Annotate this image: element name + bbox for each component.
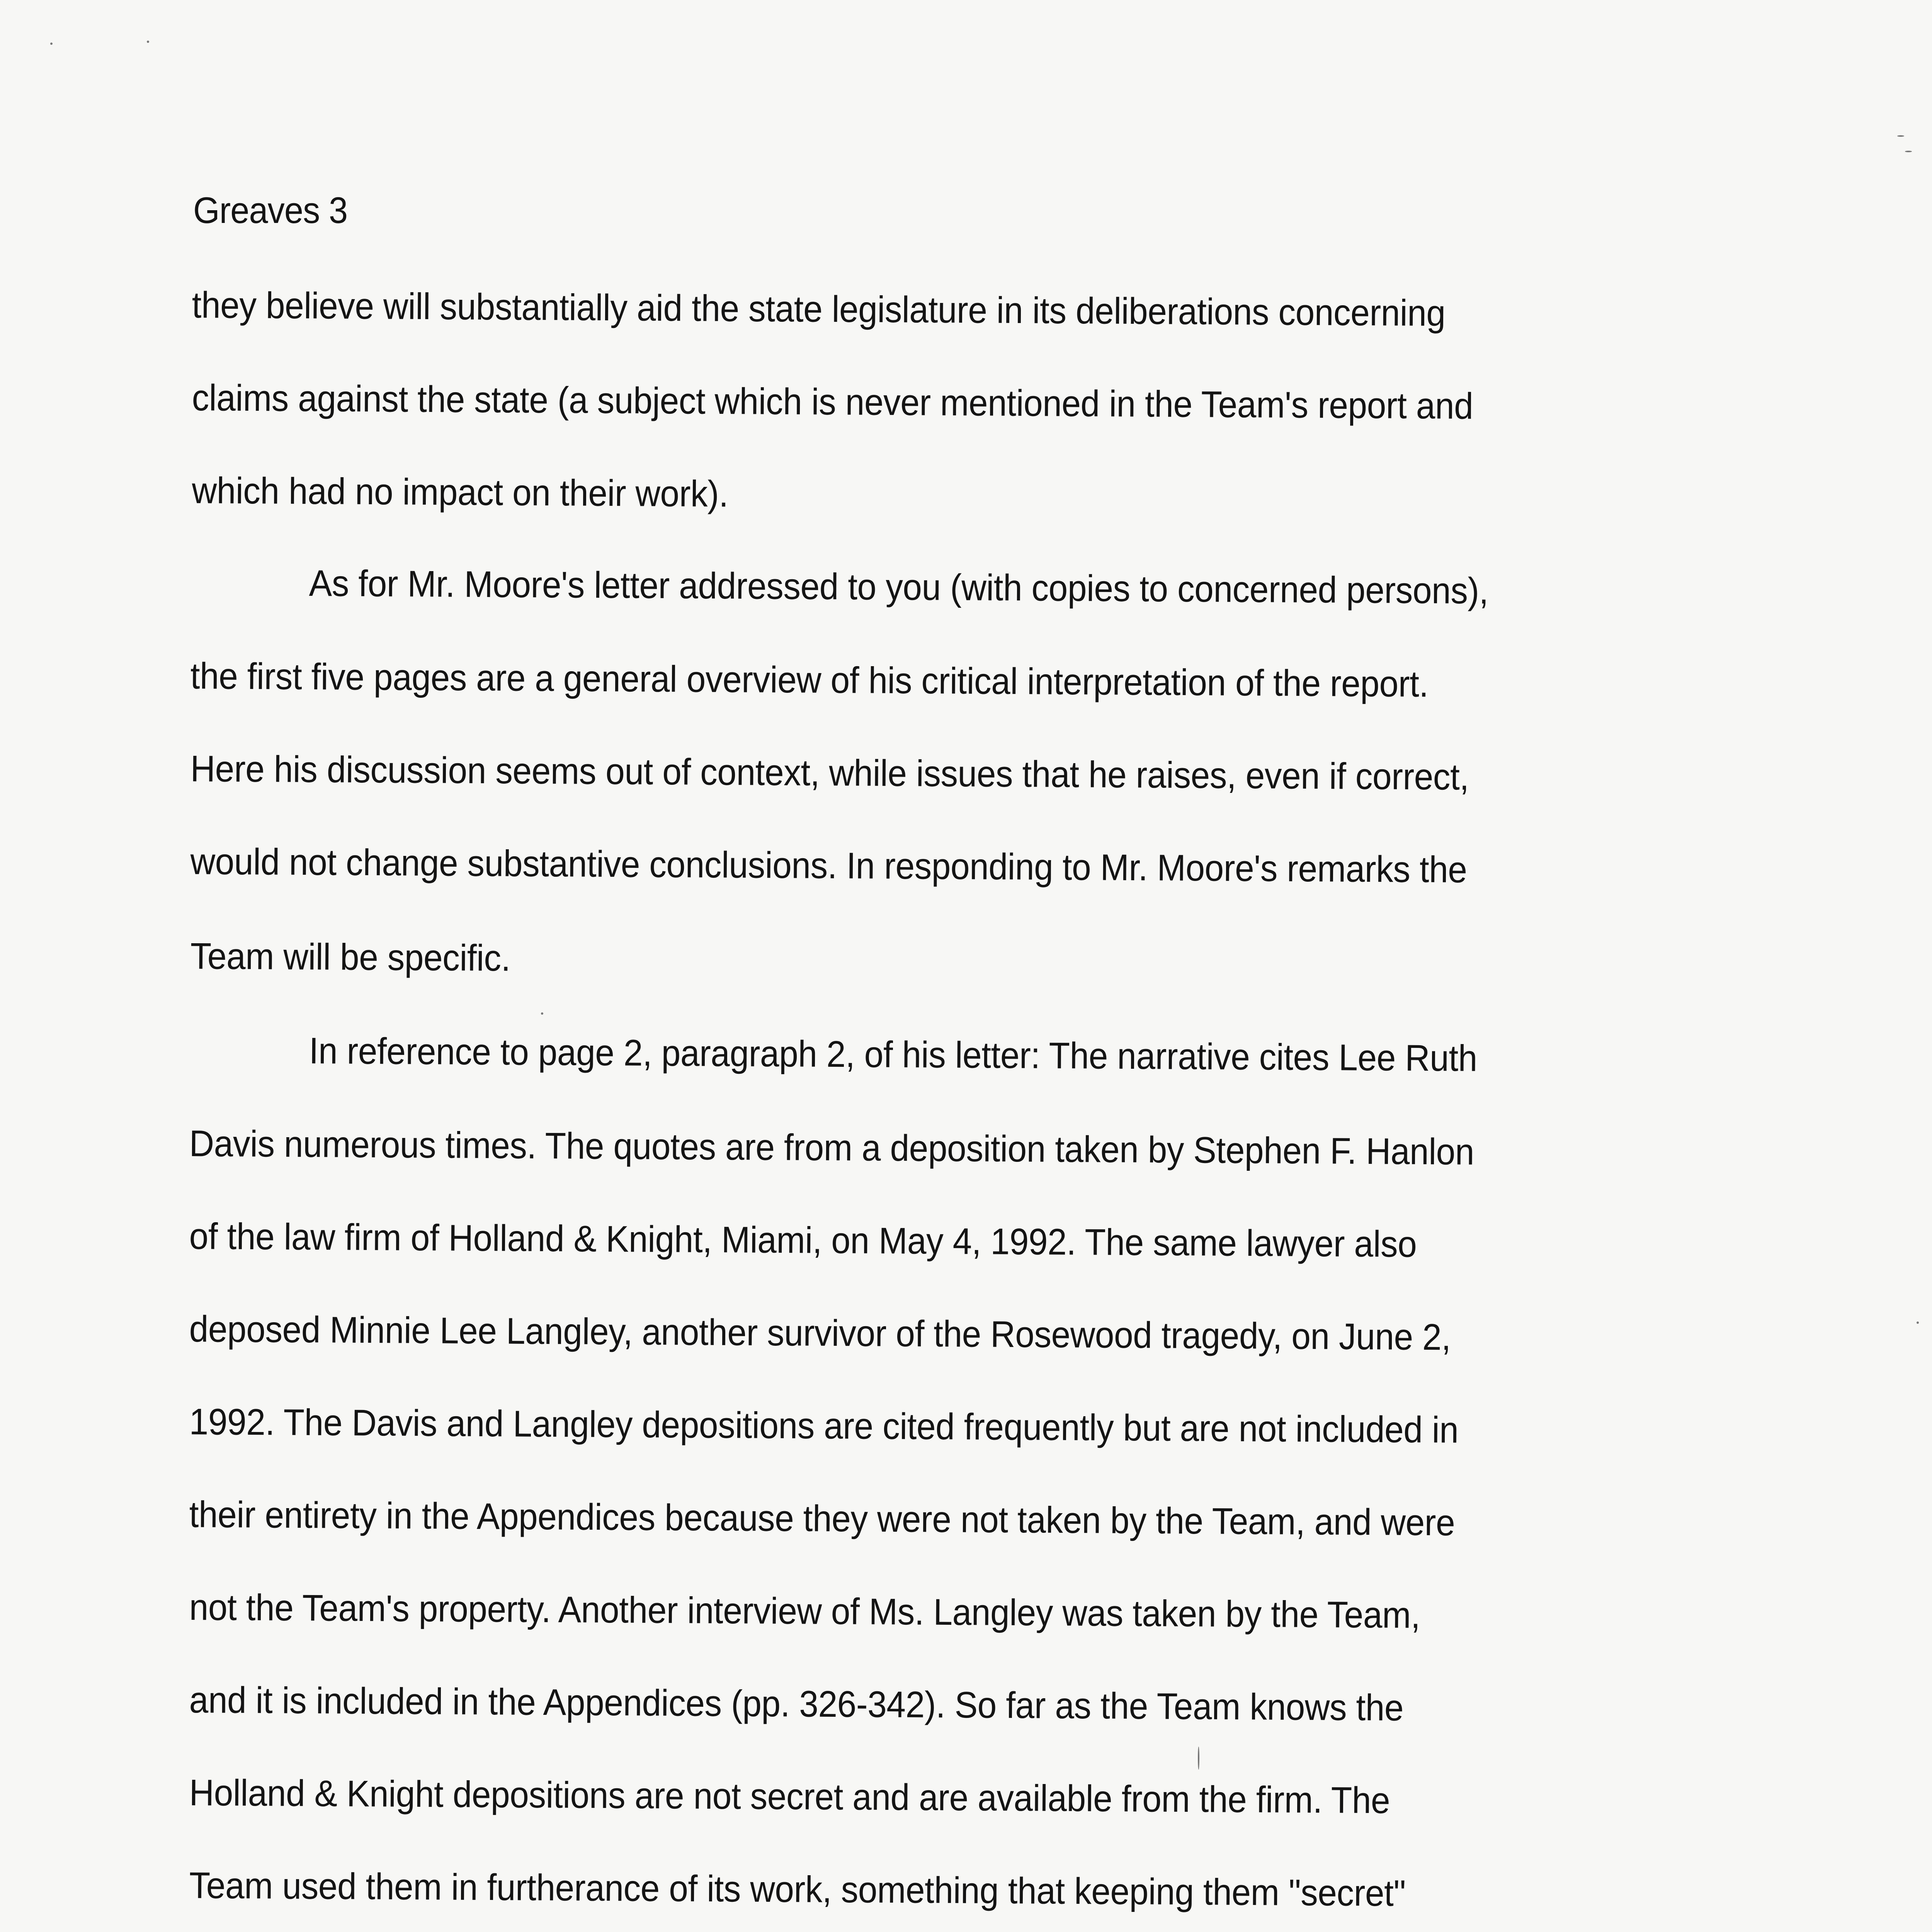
text-line: not the Team's property. Another interview of Ms. Langley was taken by the Team,: [189, 1587, 1420, 1636]
scan-speck: [1917, 1321, 1919, 1324]
text-line: deposed Minnie Lee Langley, another survivor of the Rosewood tragedy, on June 2,: [189, 1308, 1451, 1358]
page-header: Greaves 3: [193, 190, 348, 231]
text-line: As for Mr. Moore's letter addressed to you (with copies to concerned persons),: [309, 563, 1489, 612]
text-line: which had no impact on their work).: [192, 470, 729, 515]
scan-speck: [1198, 1747, 1199, 1770]
scan-speck: [1905, 151, 1912, 152]
text-line: of the law firm of Holland & Knight, Miami, on May 4, 1992. The same lawyer also: [189, 1216, 1417, 1265]
text-line: Holland & Knight depositions are not secret and are available from the firm. The: [189, 1772, 1390, 1821]
text-line: 1992. The Davis and Langley depositions are cited frequently but are not included in: [189, 1401, 1459, 1451]
text-line: would not change substantive conclusions. In responding to Mr. Moore's remarks the: [190, 841, 1467, 891]
text-line: Team will be specific.: [190, 935, 511, 979]
text-line: they believe will substantially aid the state legislature in its deliberations concerning: [192, 284, 1446, 334]
text-line: Team used them in furtherance of its work, something that keeping them "secret": [189, 1865, 1406, 1914]
text-line: Here his discussion seems out of context, while issues that he raises, even if correct,: [190, 748, 1469, 798]
scan-speck: [147, 41, 149, 43]
text-line: claims against the state (a subject which is never mentioned in the Team's report and: [192, 377, 1473, 427]
scan-speck: [541, 1012, 543, 1015]
text-line: the first five pages are a general overview of his critical interpretation of the report.: [190, 655, 1429, 705]
text-line: In reference to page 2, paragraph 2, of his letter: The narrative cites Lee Ruth: [309, 1030, 1478, 1079]
scan-speck: [50, 43, 53, 45]
text-line: their entirety in the Appendices because they were not taken by the Team, and were: [189, 1494, 1455, 1544]
text-line: and it is included in the Appendices (pp. 326-342). So far as the Team knows the: [189, 1679, 1404, 1729]
scan-speck: [1897, 135, 1904, 137]
text-line: Davis numerous times. The quotes are from a deposition taken by Stephen F. Hanlon: [189, 1123, 1475, 1173]
